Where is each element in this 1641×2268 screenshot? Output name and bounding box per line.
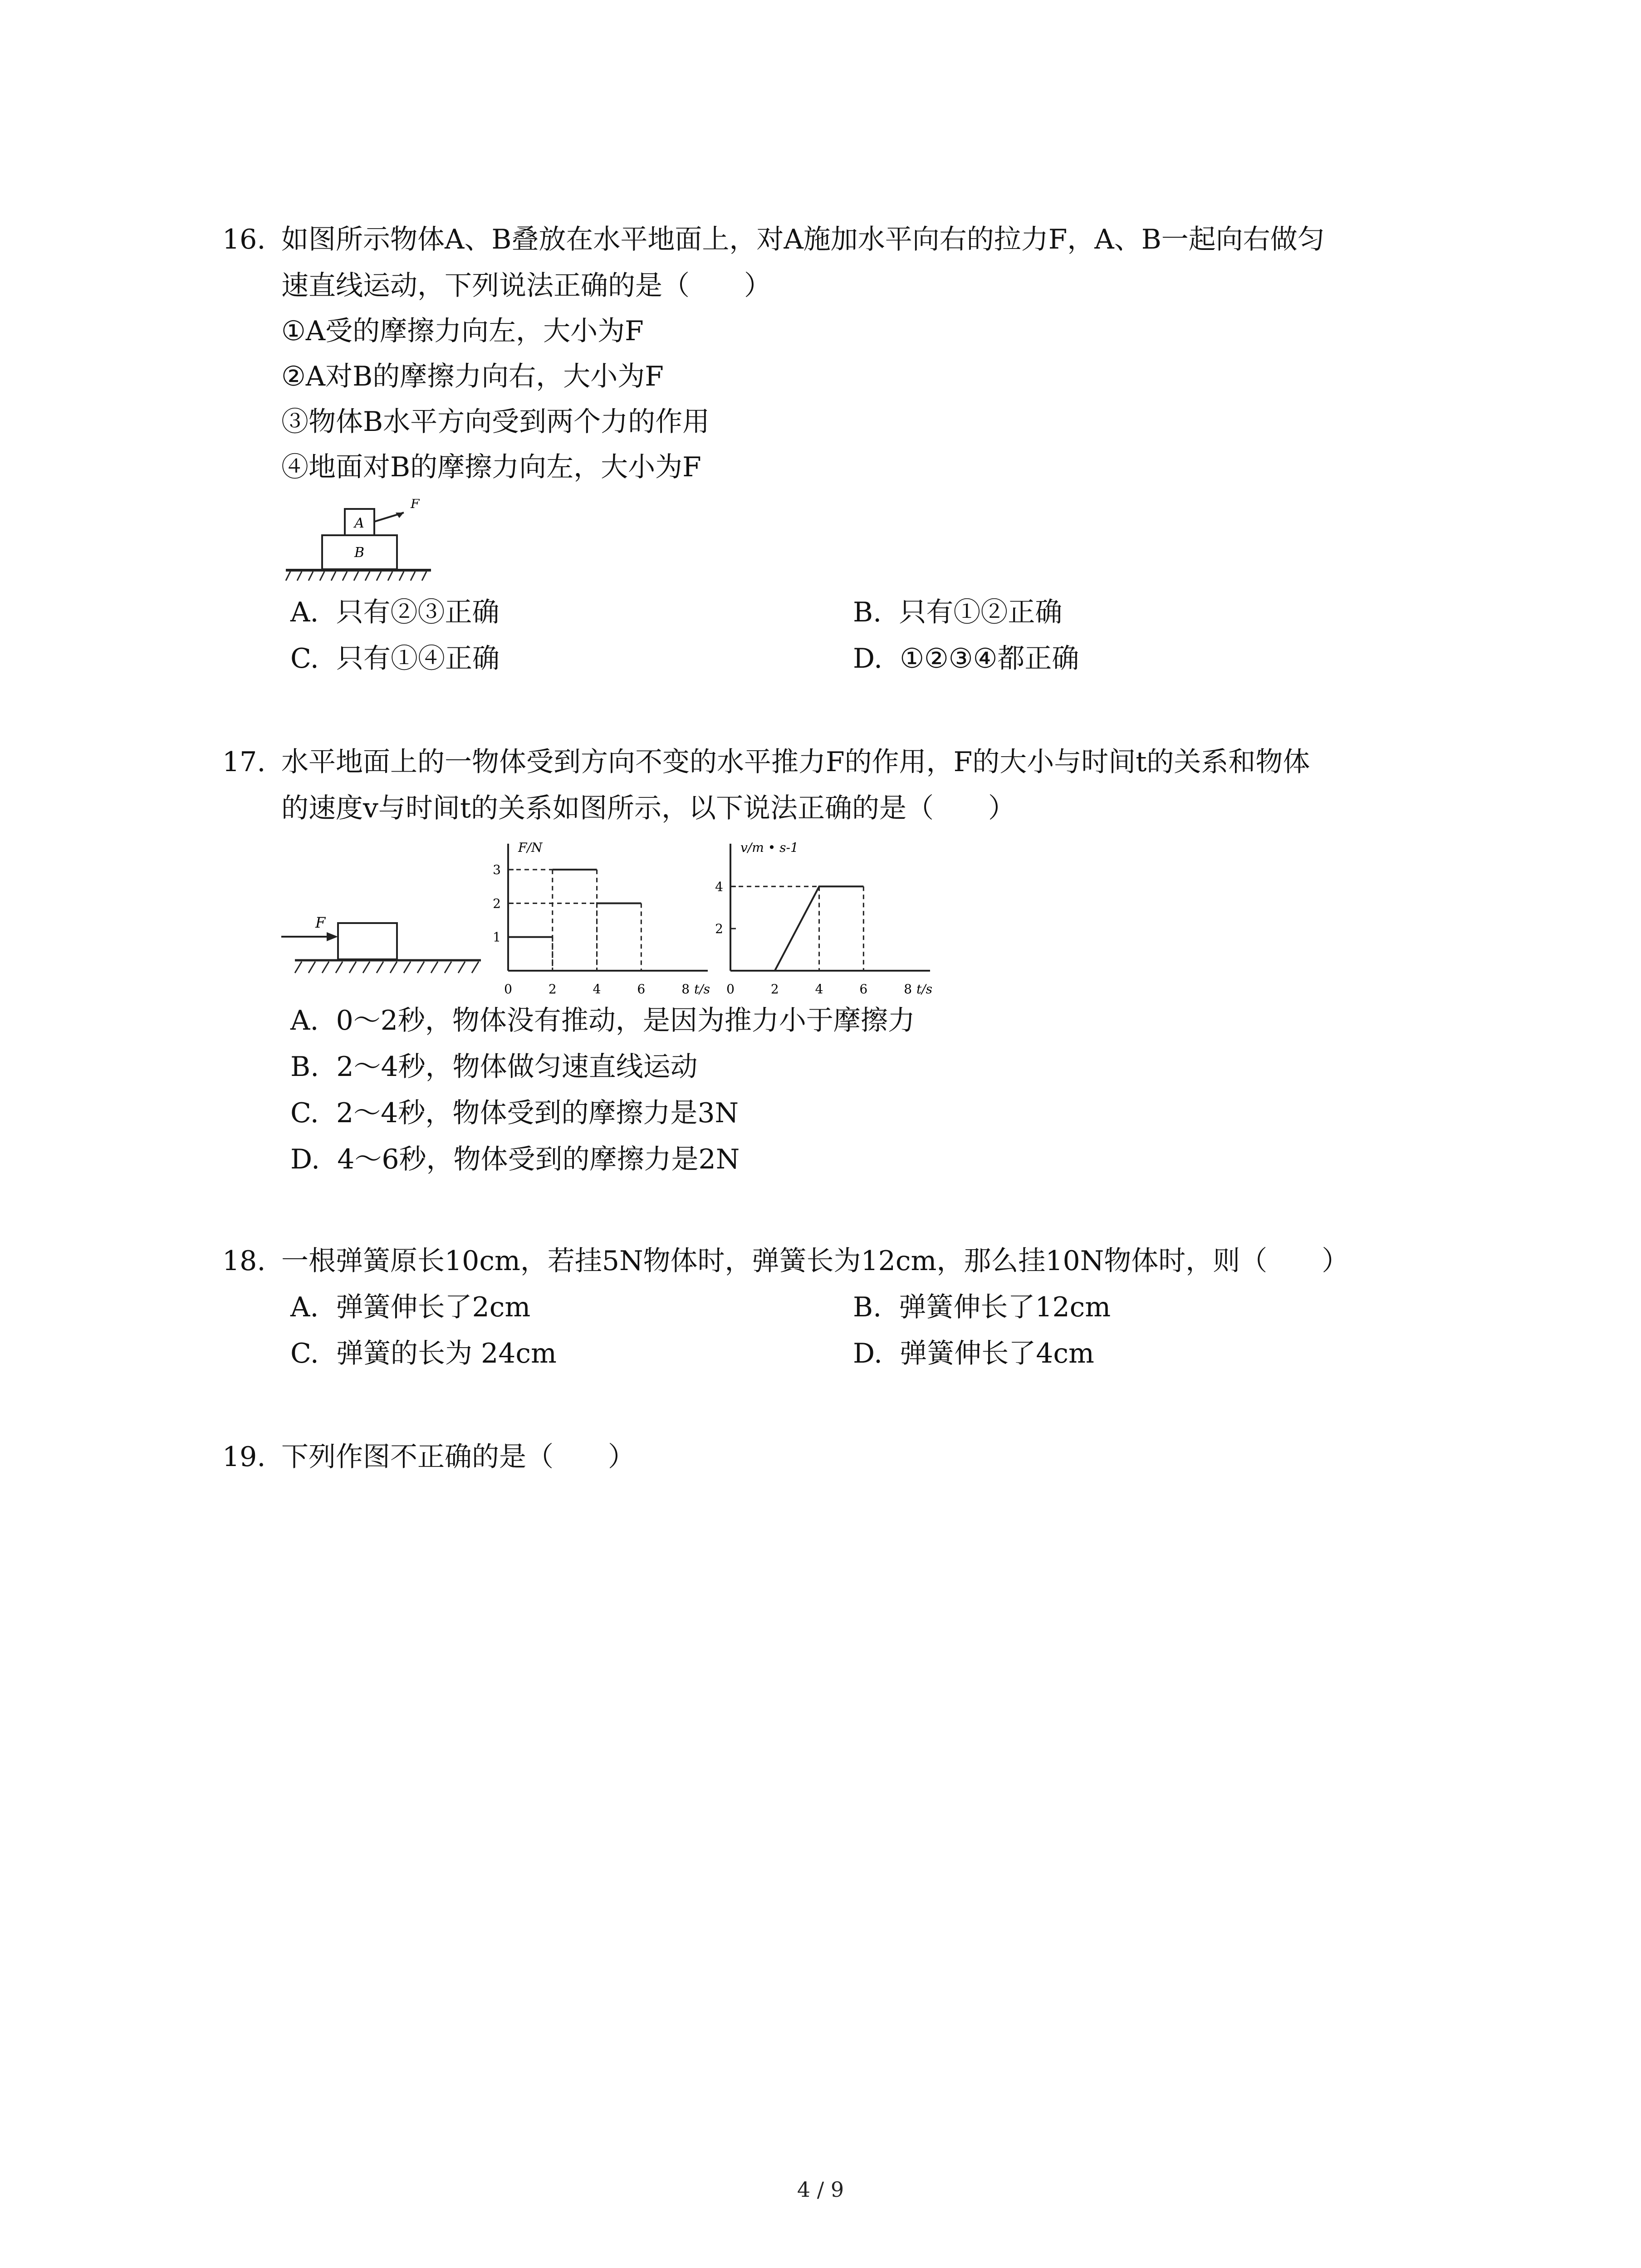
question-16-figure (281, 499, 445, 590)
option-label: D. (853, 1338, 883, 1369)
question-19-number: 19. (222, 1441, 266, 1473)
question-18-number: 18. (222, 1245, 266, 1277)
x-tick-label: 2 (770, 982, 779, 997)
option-text: 只有①②正确 (899, 596, 1063, 628)
option-text: ①②③④都正确 (900, 643, 1079, 675)
question-16-statement-4: ④地面对B的摩擦力向左，大小为F (281, 451, 701, 483)
x-tick-label: 0 (726, 982, 735, 997)
question-18-option-d[interactable] (853, 1335, 1094, 1372)
ground-hatch (295, 962, 479, 973)
question-18-option-b[interactable] (853, 1289, 1111, 1325)
force-time-chart (481, 835, 717, 1007)
x-axis-label: t/s (694, 982, 710, 997)
question-16-stem-line1: 如图所示物体A、B叠放在水平地面上，对A施加水平向右的拉力F，A、B一起向右做匀 (281, 224, 1325, 255)
option-label: A. (290, 1005, 319, 1036)
question-17-option-c[interactable] (290, 1095, 739, 1131)
y-tick-label: 3 (493, 862, 501, 878)
x-tick-label: 6 (859, 982, 868, 997)
question-16-statement-2: ②A对B的摩擦力向右，大小为F (281, 361, 664, 392)
question-16-option-c[interactable] (290, 640, 500, 677)
question-17-option-a[interactable] (290, 1002, 915, 1039)
option-label: C. (290, 1097, 319, 1129)
option-label: D. (290, 1144, 320, 1175)
option-label: B. (853, 1291, 882, 1323)
option-label: B. (290, 1051, 319, 1083)
ground-hatch (286, 572, 426, 581)
push-force-arrowhead (327, 932, 338, 941)
push-force-label: F (315, 914, 326, 931)
option-text: 2～4秒，物体做匀速直线运动 (336, 1051, 698, 1083)
y-tick-label: 1 (493, 929, 501, 945)
x-tick-label: 0 (504, 982, 512, 997)
option-text: 弹簧的长为 24cm (336, 1338, 557, 1369)
x-tick-label: 8 (904, 982, 912, 997)
x-tick-label: 2 (548, 982, 557, 997)
force-label: F (411, 499, 420, 511)
y-tick-label: 2 (715, 921, 723, 937)
velocity-time-chart (703, 835, 939, 1007)
option-label: B. (853, 596, 882, 628)
x-tick-label: 8 (681, 982, 690, 997)
x-tick-label: 4 (593, 982, 601, 997)
page-number: 4 / 9 (797, 2177, 844, 2202)
question-16-option-b[interactable] (853, 594, 1062, 631)
block-b-label: B (354, 545, 365, 561)
question-16-option-a[interactable] (290, 594, 500, 631)
option-label: A. (290, 1291, 319, 1323)
x-axis-label: t/s (916, 982, 933, 997)
question-16-statement-3: ③物体B水平方向受到两个力的作用 (281, 406, 710, 438)
pushed-block (338, 923, 397, 959)
question-18-option-c[interactable] (290, 1335, 557, 1372)
y-axis-label: v/m • s-1 (740, 840, 798, 855)
question-17-number: 17. (222, 746, 266, 778)
x-tick-label: 4 (815, 982, 823, 997)
option-label: D. (853, 643, 883, 675)
option-text: 2～4秒，物体受到的摩擦力是3N (336, 1097, 739, 1129)
question-17-option-d[interactable] (290, 1141, 740, 1178)
question-16-stem-line2: 速直线运动，下列说法正确的是（ ） (281, 270, 771, 302)
option-text: 只有①④正确 (336, 643, 500, 675)
question-17-option-b[interactable] (290, 1049, 698, 1085)
option-text: 只有②③正确 (336, 596, 500, 628)
question-17-stem-line1: 水平地面上的一物体受到方向不变的水平推力F的作用，F的大小与时间t的关系和物体 (281, 746, 1310, 778)
option-label: C. (290, 1338, 319, 1369)
option-label: A. (290, 596, 319, 628)
question-16-statement-1: ①A受的摩擦力向左，大小为F (281, 315, 644, 347)
x-tick-label: 6 (637, 982, 646, 997)
option-text: 弹簧伸长了12cm (899, 1291, 1111, 1323)
question-18-option-a[interactable] (290, 1289, 530, 1325)
option-text: 弹簧伸长了4cm (900, 1338, 1094, 1369)
y-tick-label: 4 (715, 879, 723, 894)
question-16-number: 16. (222, 224, 266, 255)
question-19-stem-line1: 下列作图不正确的是（ ） (281, 1441, 635, 1473)
question-16-option-d[interactable] (853, 640, 1079, 677)
block-a-label: A (354, 515, 364, 531)
y-tick-label: 2 (493, 896, 501, 911)
question-17-stem-line2: 的速度v与时间t的关系如图所示，以下说法正确的是（ ） (281, 792, 1016, 824)
option-text: 0～2秒，物体没有推动，是因为推力小于摩擦力 (336, 1005, 915, 1036)
option-text: 弹簧伸长了2cm (336, 1291, 531, 1323)
question-17-block-figure (281, 903, 490, 989)
question-18-stem-line1: 一根弹簧原长10cm，若挂5N物体时，弹簧长为12cm，那么挂10N物体时，则（ ） (281, 1245, 1349, 1277)
y-axis-label: F/N (518, 840, 543, 855)
option-label: C. (290, 643, 319, 675)
option-text: 4～6秒，物体受到的摩擦力是2N (337, 1144, 740, 1175)
